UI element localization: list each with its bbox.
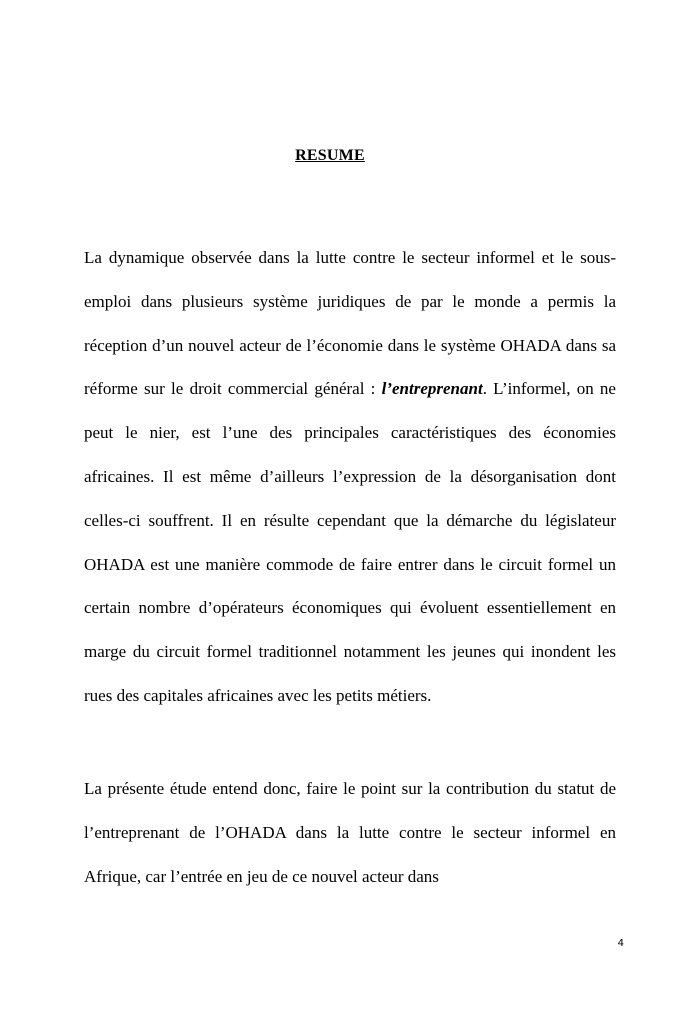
page-number: 4 [617,938,624,949]
emphasized-term: l’entreprenant [381,379,483,399]
page-title: RESUME [295,147,365,164]
summary-paragraph-2: La présente étude entend donc, faire le point sur la contribution du statut de l’entreprenant de l’OHADA dans la lutte contre le secteur informel en Afrique, car l’entrée en jeu de ce nouvel acteur dans [84,779,616,886]
paragraph-1-text-start: La dynamique observée dans la lutte contre le secteur informel et le sous-emploi dans plusieurs système juridiques de par le monde a permis la réception d’un nouvel acteur de l’économie dans le système OHADA dans sa réforme sur le droit commercial général : [84,248,616,399]
summary-paragraph-1 [84,236,616,718]
paragraph-1-text-end: . L’informel, on ne peut le nier, est l’une des principales caractéristiques des économies africaines. Il est même d’ailleurs l’expression de la désorganisation dont celles-ci souffrent. Il en résulte cependant que la démarche du législateur OHADA est une manière commode de faire entrer dans le circuit formel un certain nombre d’opérateurs économiques qui évoluent essentiellement en marge du circuit formel traditionnel notamment les jeunes qui inondent les rues des capitales africaines avec les petits métiers. [84,379,616,705]
